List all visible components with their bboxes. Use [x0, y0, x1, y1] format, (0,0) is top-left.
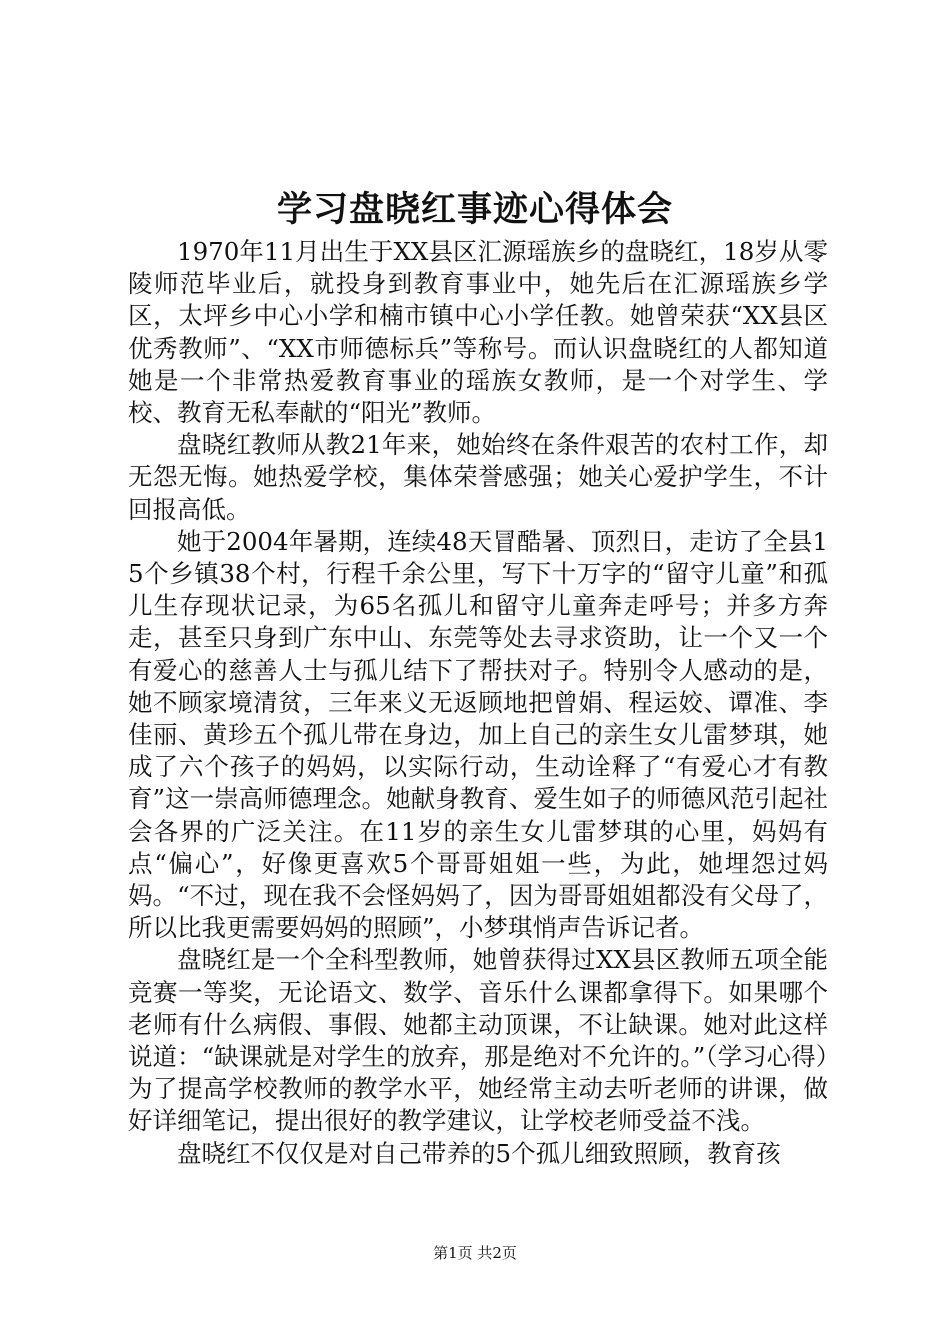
page-footer: 第1页 共2页: [433, 1244, 517, 1262]
paragraph-1: 1970年11月出生于XX县区汇源瑶族乡的盘晓红，18岁从零陵师范毕业后，就投身到教育事业中，她先后在汇源瑶族乡学区，太坪乡中心小学和楠市镇中心小学任教。她曾荣获“XX县区优秀教师”、“XX市师德标兵”等称号。而认识盘晓红的人都知道她是一个非常热爱教育事业的瑶族女教师，是一个对学生、学校、教育无私奉献的“阳光”教师。: [128, 237, 828, 428]
paragraph-2: 盘晓红教师从教21年来，她始终在条件艰苦的农村工作，却无怨无悔。她热爱学校，集体荣誉感强；她关心爱护学生，不计回报高低。: [128, 430, 828, 524]
paragraph-3: 她于2004年暑期，连续48天冒酷暑、顶烈日，走访了全县15个乡镇38个村，行程千余公里，写下十万字的“留守儿童”和孤儿生存现状记录，为65名孤儿和留守儿童奔走呼号；并多方奔走，甚至只身到广东中山、东莞等处去寻求资助，让一个又一个有爱心的慈善人士与孤儿结下了帮扶对子。特别令人感动的是，她不顾家境清贫，三年来义无返顾地把曾娟、程运姣、谭准、李佳丽、黄珍五个孤儿带在身边，加上自己的亲生女儿雷梦琪，她成了六个孩子的妈妈，以实际行动，生动诠释了“有爱心才有教育”这一崇高师德理念。她献身教育、爱生如子的师德风范引起社会各界的广泛关注。在11岁的亲生女儿雷梦琪的心里，妈妈有点“偏心”，好像更喜欢5个哥哥姐姐一些，为此，她埋怨过妈妈。“不过，现在我不会怪妈妈了，因为哥哥姐姐都没有父母了，所以比我更需要妈妈的照顾”，小梦琪悄声告诉记者。: [128, 526, 828, 943]
document-body: [128, 236, 828, 1170]
paragraph-4: 盘晓红是一个全科型教师，她曾获得过XX县区教师五项全能竞赛一等奖，无论语文、数学、音乐什么课都拿得下。如果哪个老师有什么病假、事假、她都主动顶课，不让缺课。她对此这样说道：“缺课就是对学生的放弃，那是绝对不允许的。”（学习心得）为了提高学校教师的教学水平，她经常主动去听老师的讲课，做好详细笔记，提出很好的教学建议，让学校老师受益不浅。: [128, 945, 828, 1136]
paragraph-5: 盘晓红不仅仅是对自己带养的5个孤儿细致照顾，教育孩: [177, 1138, 781, 1168]
document-title: 学习盘晓红事迹心得体会: [276, 189, 673, 230]
